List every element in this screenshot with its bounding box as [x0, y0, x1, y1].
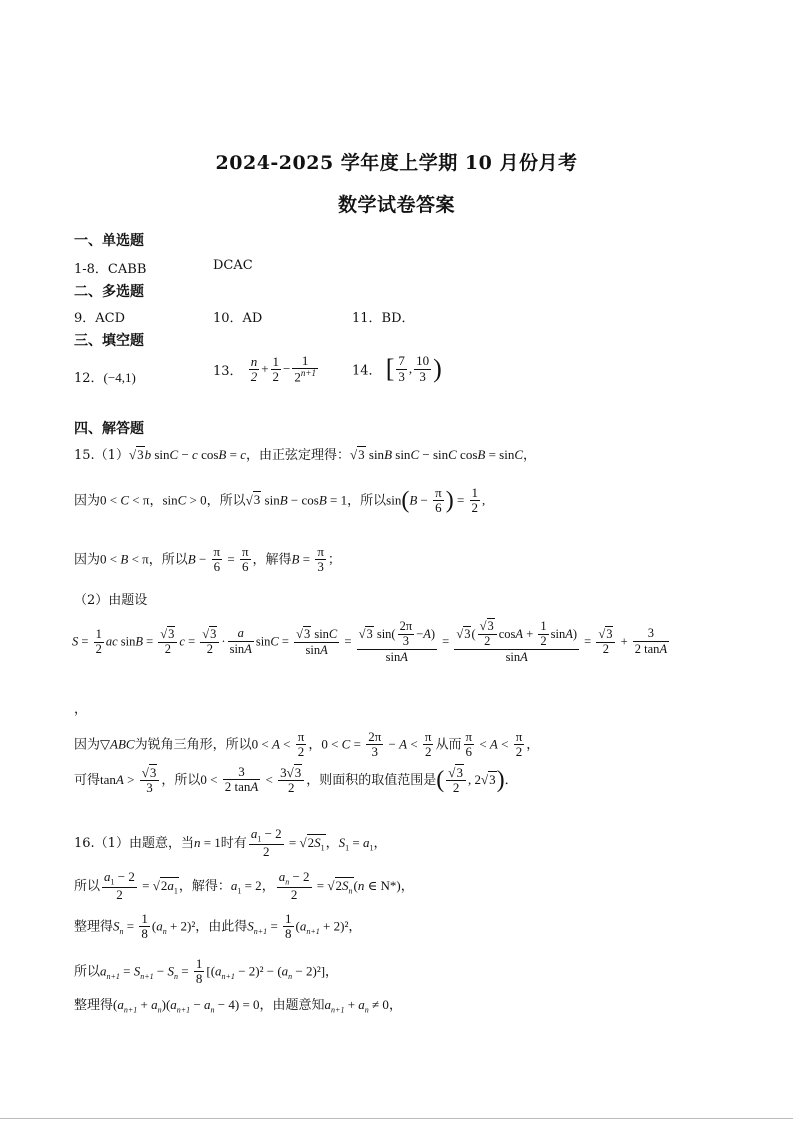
q16-line-3: 整理得$S_n$ = $\frac{1}{8}$ $(a_n + 2)^2$，由此得$S_{n+1}$ = $\frac{1}{8}$ $(a_{n+1} + 2)^2$， — [74, 911, 362, 942]
q15-line-3: 因为0 < B < π，所以B − $\frac{\pi}{6}$ = $\frac{\pi}{6}$ ，解得B = $\frac{\pi}{3}$ ； — [74, 544, 341, 575]
q15-comma: ， — [74, 702, 88, 717]
answer-13: 13． $\frac{n}{2}$ + $\frac{1}{2}$ − $\frac{1}{2^{n+1}}$ — [213, 353, 316, 385]
section-fill-blank: 三、填空题 — [74, 333, 144, 349]
answer-13-label: 13． — [213, 363, 243, 379]
answer-1-4: 1-8．CABB — [74, 262, 147, 277]
q15-area-formula: S = $\frac{1}{2}$ ac sinB = $\frac{√3}{2}$ c = $\frac{√3}{2}$ · $\frac{a}{\sin A}$ sinC = $\frac{√3 \sin C}{\sin A}$ = √3 sin( $\frac{2\pi}{3}$ −A) sinA = √3( $\frac{√3}{2}$ cosA + $\frac{1}{2}$ sinA) sinA = $\frac{√3}{2}$ + $\frac{3}{2 \tan A}$ — [72, 619, 668, 664]
section-single-choice: 一、单选题 — [74, 233, 144, 249]
section-multi-choice: 二、多选题 — [74, 284, 144, 300]
answer-12-label: 12． — [74, 371, 104, 386]
answer-10: 10．AD — [213, 311, 263, 326]
page-title: 2024-2025 学年度上学期 10 月份月考 — [215, 152, 578, 174]
q15-part-2: （2）由题设 — [74, 593, 148, 608]
answer-14-label: 14． — [352, 363, 382, 379]
q16-line-1: 16.（1）由题意，当n = 1时有 $\frac{a_1 - 2}{2}$ = $√2S_1$，$S_1 = a_1$， — [74, 826, 387, 860]
q16-line-4: 所以$a_{n+1} = S_{n+1} - S_n$ = $\frac{1}{8}$ $[(a_{n+1} - 2)^2 - (a_n - 2)^2]$， — [74, 956, 339, 987]
page-bottom-rule — [0, 1118, 793, 1119]
q15-line-5: 因为▽ABC为锐角三角形，所以0 < A < $\frac{\pi}{2}$ ，0 < C = $\frac{2\pi}{3}$ − A < $\frac{\pi}{2}$ 从而 $\frac{\pi}{6}$ < A < $\frac{\pi}{2}$ ， — [74, 729, 540, 760]
answer-14: 14． [ $\frac{7}{3}$ , $\frac{10}{3}$ ) — [352, 353, 442, 384]
answer-11: 11．BD． — [352, 311, 415, 326]
q16-line-2: 所以 $\frac{a_1 - 2}{2}$ = $√2a_1$，解得：$a_1 = 2$， $\frac{a_n - 2}{2}$ = $√2S_n(n$ ∈ N*)， — [74, 869, 414, 903]
page-subtitle: 数学试卷答案 — [337, 194, 455, 216]
answer-5-8: DCAC — [213, 258, 253, 273]
q15-line-1: 15.（1）√3b sinC − c cosB = c，由正弦定理得：√3 sinB sinC − sinC cosB = sinC， — [74, 447, 537, 463]
answer-12 — [74, 367, 136, 386]
section-solutions: 四、解答题 — [74, 421, 144, 437]
q15-line-6: 可得tanA > $\frac{√3}{3}$ ，所以0 < $\frac{3}{2 \tan A}$ < $\frac{3√3}{2}$ ，则面积的取值范围是( $\frac{√3}{2}$ , 2√3)． — [74, 764, 518, 795]
answer-9: 9．ACD — [74, 311, 126, 326]
answer-12-value: (−4,1) — [103, 370, 136, 385]
q15-line-2: 因为0 < C < π，sinC > 0，所以√3 sinB − cosB = 1，所以sin(B − $\frac{\pi}{6}$ ) = $\frac{1}{2}$ , — [74, 485, 486, 516]
q16-line-5: 整理得$(a_{n+1} + a_n)(a_{n+1} - a_n - 4) = 0$，由题意知$a_{n+1} + a_n \ne 0$， — [74, 997, 402, 1015]
